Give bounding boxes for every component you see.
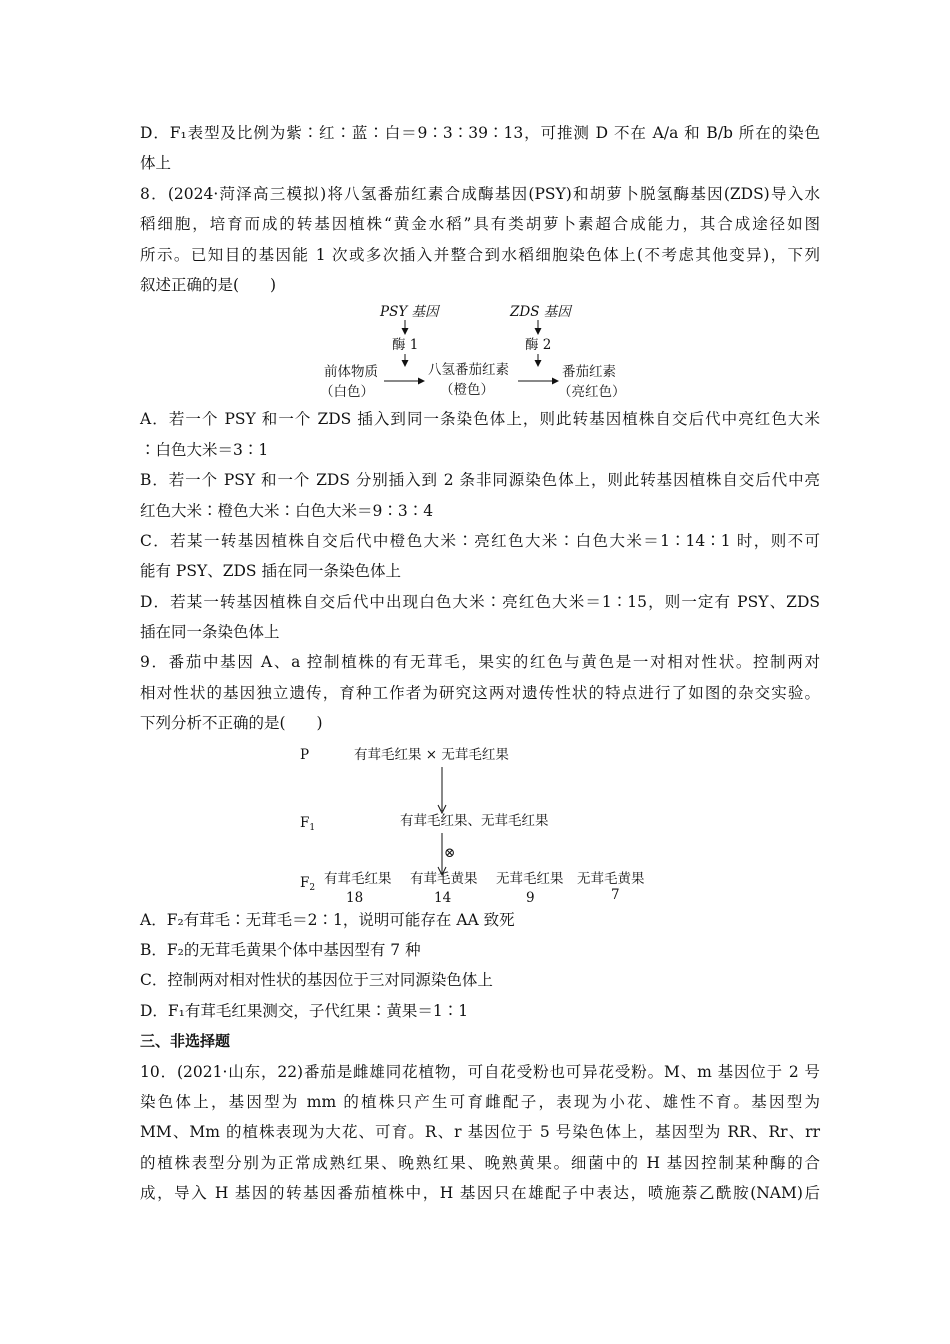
f2-count-1: 18 (346, 889, 364, 905)
q8-option-a-line1: A．若一个 PSY 和一个 ZDS 插入到同一条染色体上，则此转基因植株自交后代中亮红色大米 (140, 410, 820, 429)
f1-text: 有茸毛红果、无茸毛红果 (400, 812, 549, 829)
p-cross: 有茸毛红果 × 无茸毛红果 (354, 746, 509, 763)
q8-option-d-line1: D．若某一转基因植株自交后代中出现白色大米∶亮红色大米＝1∶15，则一定有 PSY、ZDS (140, 592, 820, 611)
q10-line5: 成，导入 H 基因的转基因番茄植株中，H 基因只在雄配子中表达，喷施萘乙酰胺(NAM)后 (140, 1184, 820, 1203)
q9-cross-diagram (140, 739, 820, 905)
f2-phenotype-3: 无茸毛红果 (496, 870, 564, 887)
gene2-label: ZDS 基因 (510, 304, 571, 321)
q9-stem-line2: 相对性状的基因独立遗传，育种工作者为研究这两对遗传性状的特点进行了如图的杂交实验。 (140, 683, 820, 702)
f2-phenotype-4: 无茸毛黄果 (577, 870, 645, 887)
f2-count-3: 9 (526, 889, 535, 905)
f2-label: $F_2$ (300, 874, 316, 893)
f2-phenotype-2: 有茸毛黄果 (410, 870, 478, 887)
q8-option-c-line1: C．若某一转基因植株自交后代中橙色大米∶亮红色大米∶白色大米＝1∶14∶1 时，则不可 (140, 531, 820, 550)
q9-option-b: B．F₂的无茸毛黄果个体中基因型有 7 种 (140, 941, 421, 960)
substance1-color: （白色） (320, 384, 374, 401)
f1-label: $F_1$ (300, 814, 316, 833)
enzyme1-label: 酶 1 (392, 337, 419, 354)
q8-option-b-line1: B．若一个 PSY 和一个 ZDS 分别插入到 2 条非同源染色体上，则此转基因植株自交后代中亮 (140, 471, 820, 490)
q8-stem-line4: 叙述正确的是( ) (140, 275, 277, 294)
q8-stem-line3: 所示。已知目的基因能 1 次或多次插入并整合到水稻细胞染色体上(不考虑其他变异)，下列 (140, 245, 820, 264)
q10-line2: 染色体上，基因型为 mm 的植株只产生可育雌配子，表现为小花、雄性不育。基因型为 (140, 1092, 820, 1111)
enzyme2-label: 酶 2 (525, 337, 552, 354)
selfing-symbol: ⊗ (444, 844, 456, 861)
q8-option-b-line2: 红色大米∶橙色大米∶白色大米＝9∶3∶4 (140, 501, 434, 520)
section-title: 三、非选择题 (140, 1032, 231, 1051)
f2-count-2: 14 (434, 889, 452, 905)
f2-phenotype-1: 有茸毛红果 (324, 870, 392, 887)
f2-count-4: 7 (611, 886, 620, 903)
q8-stem-line1: 8．(2024·菏泽高三模拟)将八氢番茄红素合成酶基因(PSY)和胡萝卜脱氢酶基因(ZDS)导入水 (140, 184, 820, 203)
q9-stem-line1: 9．番茄中基因 A、a 控制植株的有无茸毛，果实的红色与黄色是一对相对性状。控制两对 (140, 653, 820, 672)
q10-line4: 的植株表型分别为正常成熟红果、晚熟红果、晚熟黄果。细菌中的 H 基因控制某种酶的合 (140, 1153, 820, 1172)
q9-option-c: C．控制两对相对性状的基因位于三对同源染色体上 (140, 971, 493, 990)
substance1-label: 前体物质 (324, 364, 378, 381)
q9-stem-line3: 下列分析不正确的是( ) (140, 714, 323, 733)
substance2-label: 八氢番茄红素 (428, 362, 509, 379)
q7-option-d-line1: D．F₁表型及比例为紫∶红∶蓝∶白＝9∶3∶39∶13，可推测 D 不在 A/a 和 B/b 所在的染色 (140, 124, 820, 142)
q8-option-d-line2: 插在同一条染色体上 (140, 623, 280, 642)
p-label: P (300, 746, 310, 763)
q9-option-a: A．F₂有茸毛∶无茸毛＝2∶1，说明可能存在 AA 致死 (140, 910, 515, 929)
gene1-label: PSY 基因 (380, 304, 439, 321)
document-page (140, 118, 820, 1209)
substance2-color: （橙色） (440, 382, 494, 399)
substance3-color: （亮红色） (558, 384, 626, 401)
q8-option-c-line2: 能有 PSY、ZDS 插在同一条染色体上 (140, 562, 401, 581)
q8-option-a-line2: ∶白色大米＝3∶1 (140, 440, 269, 459)
q8-stem-line2: 稻细胞，培育而成的转基因植株“黄金水稻”具有类胡萝卜素超合成能力，其合成途径如图 (140, 215, 820, 234)
q10-line3: MM、Mm 的植株表现为大花、可育。R、r 基因位于 5 号染色体上，基因型为 RR、Rr、rr (140, 1123, 820, 1142)
q9-option-d: D．F₁有茸毛红果测交，子代红果∶黄果＝1∶1 (140, 1001, 469, 1020)
q8-pathway-diagram (140, 300, 820, 404)
q10-line1: 10．(2021·山东，22)番茄是雌雄同花植物，可自花受粉也可异花受粉。M、m 基因位于 2 号 (140, 1062, 820, 1081)
substance3-label: 番茄红素 (562, 364, 616, 381)
q7-option-d-line2: 体上 (140, 154, 172, 173)
